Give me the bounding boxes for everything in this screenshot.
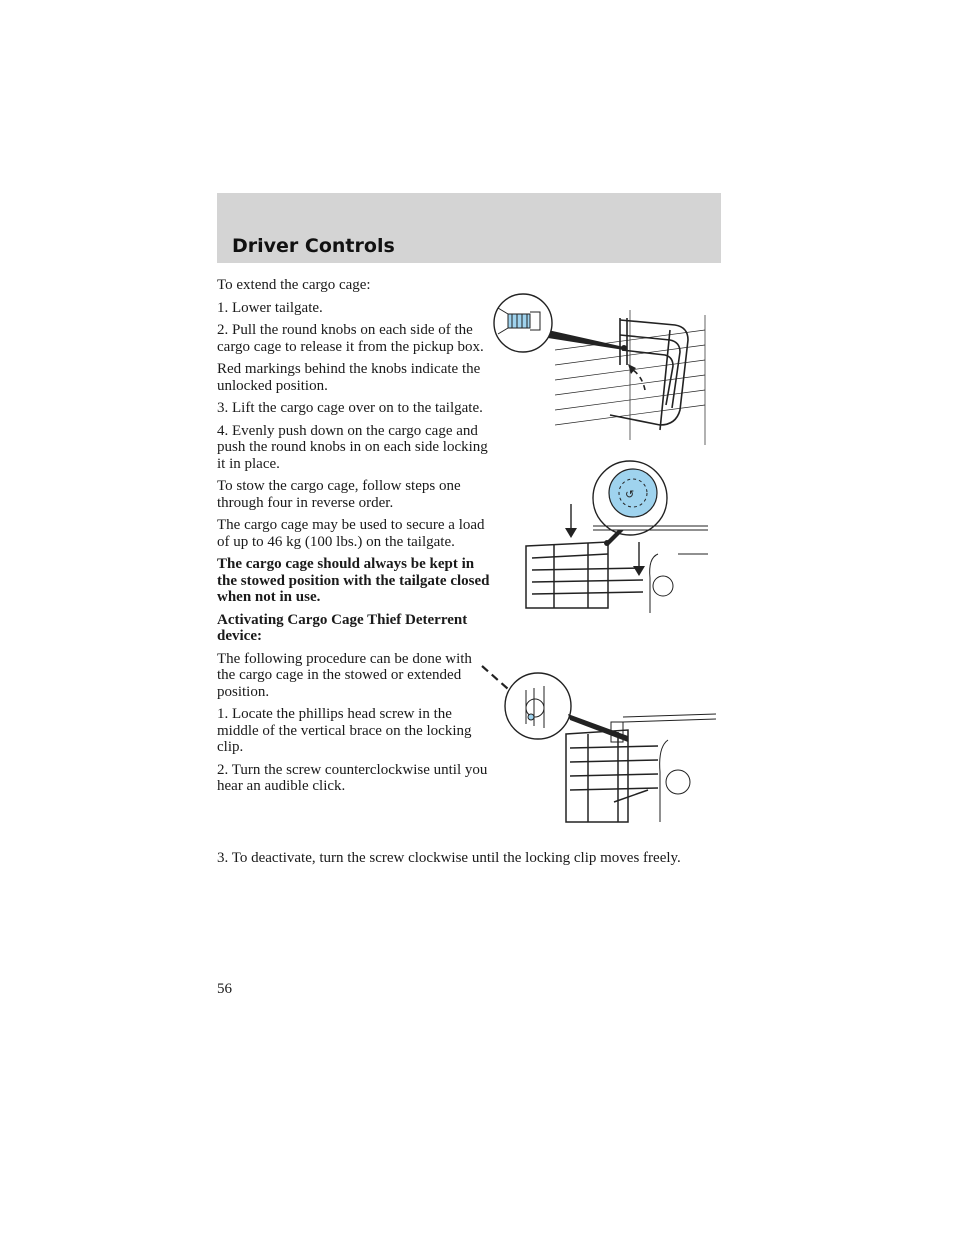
paragraph: 1. Lower tailgate. bbox=[217, 299, 323, 316]
instructions-column bbox=[217, 277, 489, 801]
paragraph: 3. Lift the cargo cage over on to the tailgate. bbox=[217, 400, 483, 416]
paragraph: 4. Evenly push down on the cargo cage and push the round knobs in on each side locking it in place. bbox=[217, 422, 488, 472]
figure-knob-release bbox=[490, 290, 715, 450]
paragraph: 1. Locate the phillips head screw in the middle of the vertical brace on the locking clip. bbox=[217, 706, 472, 755]
page-number: 56 bbox=[217, 981, 232, 997]
paragraph: To stow the cargo cage, follow steps one through four in reverse order. bbox=[217, 478, 461, 511]
cargo-cage bbox=[566, 730, 658, 822]
figure-thief-deterrent bbox=[478, 662, 718, 827]
screw-highlight bbox=[528, 714, 534, 720]
leader-line bbox=[568, 714, 628, 742]
paragraph: 2. Turn the screw counterclockwise until you hear an audible click. bbox=[217, 761, 488, 794]
section-title: Driver Controls bbox=[232, 235, 395, 257]
paragraph: To extend the cargo cage: bbox=[217, 277, 371, 293]
zoom-circle bbox=[505, 673, 571, 739]
truck-bed-lines bbox=[555, 310, 705, 445]
section-header bbox=[217, 193, 721, 263]
paragraph: The following procedure can be done with the cargo cage in the stowed or extended position. bbox=[217, 650, 472, 700]
paragraph: 3. To deactivate, turn the screw clockwise until the locking clip moves freely. bbox=[217, 850, 681, 866]
cargo-cage bbox=[610, 318, 688, 430]
paragraph: The cargo cage may be used to secure a load of up to 46 kg (100 lbs.) on the tailgate. bbox=[217, 517, 485, 550]
subheading: Activating Cargo Cage Thief Deterrent device: bbox=[217, 611, 468, 644]
figure-push-down bbox=[518, 458, 713, 623]
paragraph: 2. Pull the round knobs on each side of the cargo cage to release it from the pickup box. bbox=[217, 322, 484, 355]
svg-text:↺: ↺ bbox=[625, 488, 635, 501]
paragraph: Red markings behind the knobs indicate the unlocked position. bbox=[217, 361, 481, 394]
warning-paragraph: The cargo cage should always be kept in the stowed position with the tailgate closed when not in use. bbox=[217, 556, 490, 605]
leader-line bbox=[548, 330, 624, 350]
down-arrow-icon bbox=[565, 528, 577, 538]
cargo-cage bbox=[526, 542, 643, 608]
